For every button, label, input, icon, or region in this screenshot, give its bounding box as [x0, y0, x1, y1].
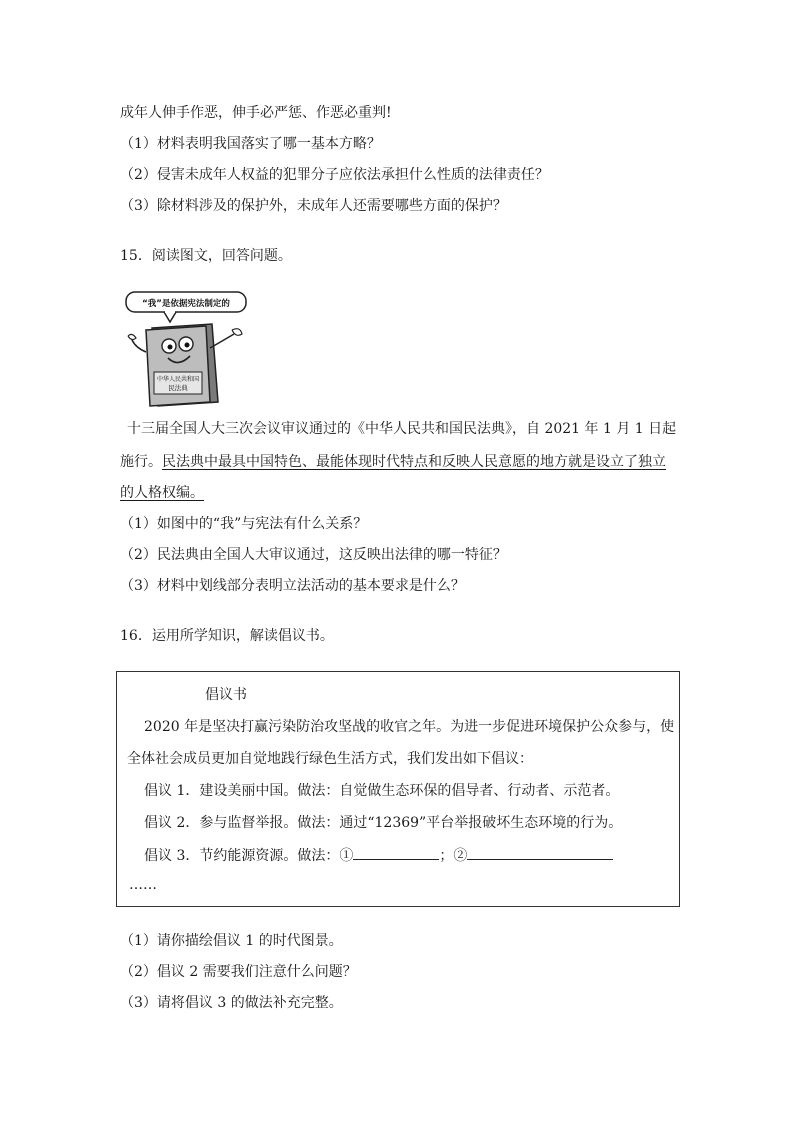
proposal-3 [144, 845, 613, 866]
q15-paragraph-line2-plain: 施行。 [120, 454, 162, 470]
intro-line: 成年人伸手作恶，伸手必严惩、作恶必重判! [120, 105, 392, 121]
q16-sub2: （2）倡议 2 需要我们注意什么问题？ [120, 964, 357, 980]
q14-sub1: （1）材料表明我国落实了哪一基本方略？ [120, 136, 381, 152]
q15-paragraph-line1: 十三届全国人大三次会议审议通过的《中华人民共和国民法典》，自 2021 年 1 月 1 日起 [127, 421, 677, 437]
q14-sub2: （2）侵害未成年人权益的犯罪分子应依法承担什么性质的法律责任？ [120, 167, 549, 183]
proposal-3-mid: ；② [439, 848, 468, 864]
q14-sub3: （3）除材料涉及的保护外，未成年人还需要哪些方面的保护？ [120, 198, 507, 214]
q15-underlined-text: 民法典中最具中国特色、最能体现时代特点和反映人民意愿的地方就是设立了独立 [162, 454, 666, 470]
q16-sub3: （3）请将倡议 3 的做法补充完整。 [120, 995, 343, 1011]
speech-bubble-text: “我”是依据宪法制定的 [142, 299, 230, 309]
civil-code-illustration [124, 290, 258, 408]
proposal-box-title: 倡议书 [205, 687, 247, 703]
q16-sub1: （1）请你描绘倡议 1 的时代图景。 [120, 933, 343, 949]
book-title-line2: 民法典 [168, 384, 188, 392]
proposal-box [116, 671, 680, 907]
proposal-intro-line2: 全体社会成员更加自觉地践行绿色生活方式，我们发出如下倡议： [127, 751, 533, 767]
q15-sub2: （2）民法典由全国人大审议通过，这反映出法律的哪一特征？ [120, 547, 507, 563]
q15-underlined-text-end: 的人格权编。 [120, 485, 204, 501]
civil-code-book-icon [124, 290, 258, 408]
proposal-intro-line1: 2020 年是坚决打赢污染防治攻坚战的收官之年。为进一步促进环境保护公众参与，使 [144, 719, 675, 735]
q15-title: 15．阅读图文，回答问题。 [120, 248, 292, 264]
answer-blank-2[interactable] [467, 845, 613, 860]
answer-blank-1[interactable] [353, 845, 439, 860]
q16-title: 16．运用所学知识，解读倡议书。 [120, 628, 334, 644]
q15-paragraph-line2 [120, 452, 666, 472]
book-title-line1: 中华人民共和国 [156, 376, 200, 383]
q15-sub3: （3）材料中划线部分表明立法活动的基本要求是什么？ [120, 578, 465, 594]
proposal-3-prefix: 倡议 3．节约能源资源。做法：① [144, 848, 354, 864]
proposal-ellipsis: …… [129, 877, 157, 893]
q15-sub1: （1）如图中的“我”与宪法有什么关系？ [120, 516, 368, 532]
proposal-2: 倡议 2．参与监督举报。做法：通过“12369”平台举报破坏生态环境的行为。 [144, 815, 623, 831]
proposal-1: 倡议 1．建设美丽中国。做法：自觉做生态环保的倡导者、行动者、示范者。 [144, 783, 620, 799]
